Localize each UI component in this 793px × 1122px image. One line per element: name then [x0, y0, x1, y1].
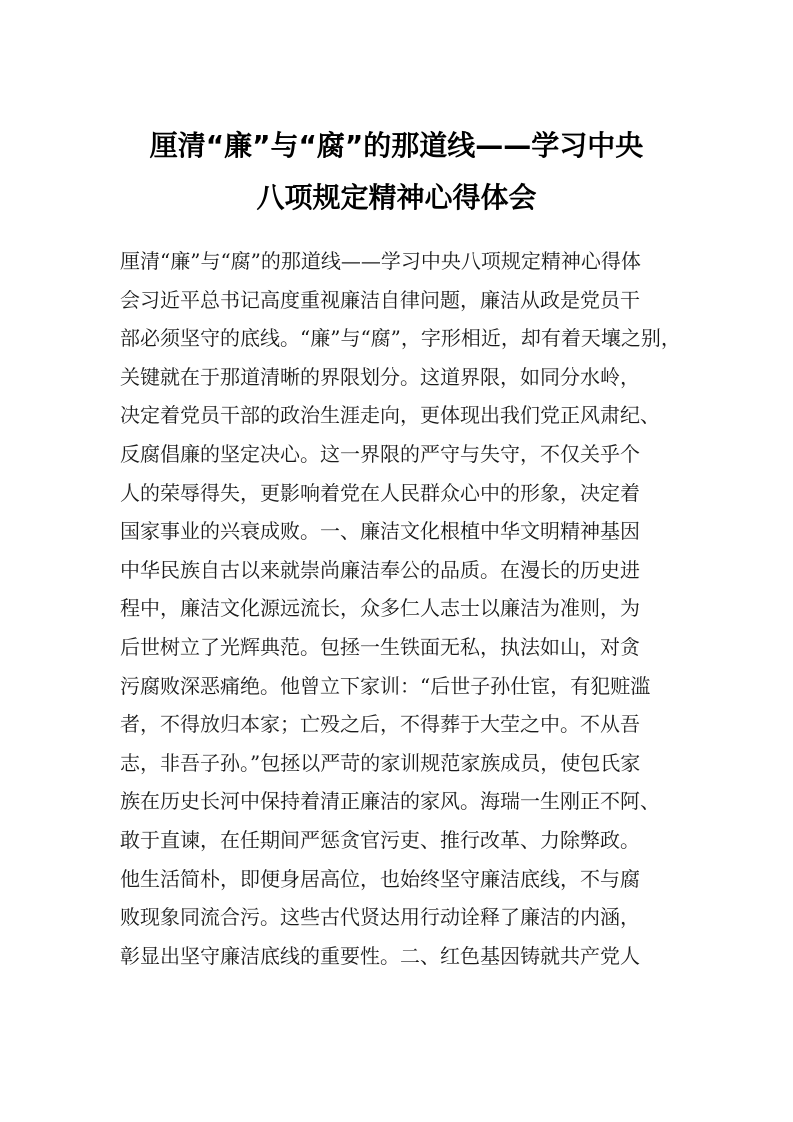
body-line: 志，非吾子孙。”包拯以严苛的家训规范家族成员，使包氏家 [120, 750, 641, 775]
body-line: 后世树立了光辉典范。包拯一生铁面无私，执法如山，对贪 [120, 634, 640, 659]
body-line: 国家事业的兴衰成败。一、廉洁文化根植中华文明精神基因 [120, 519, 640, 544]
body-line: 关键就在于那道清晰的界限划分。这道界限，如同分水岭， [120, 364, 640, 389]
document-body [120, 242, 680, 975]
body-line: 彰显出坚守廉洁底线的重要性。二、红色基因铸就共产党人 [120, 943, 640, 968]
body-line: 败现象同流合污。这些古代贤达用行动诠释了廉洁的内涵， [120, 905, 640, 930]
title-line: 厘清“廉”与“腐”的那道线——学习中央 [149, 129, 644, 162]
body-line: 族在历史长河中保持着清正廉洁的家风。海瑞一生刚正不阿、 [120, 789, 660, 814]
body-line: 污腐败深恶痛绝。他曾立下家训：“后世子孙仕宦，有犯赃滥 [120, 673, 651, 698]
body-line: 中华民族自古以来就崇尚廉洁奉公的品质。在漫长的历史进 [120, 557, 640, 582]
body-line: 会习近平总书记高度重视廉洁自律问题，廉洁从政是党员干 [120, 287, 640, 312]
body-line: 敢于直谏，在任期间严惩贪官污吏、推行改革、力除弊政。 [120, 827, 640, 852]
body-line: 厘清“廉”与“腐”的那道线——学习中央八项规定精神心得体 [120, 249, 641, 273]
body-line: 反腐倡廉的坚定决心。这一界限的严守与失守，不仅关乎个 [120, 441, 640, 466]
body-line: 程中，廉洁文化源远流长，众多仁人志士以廉洁为准则，为 [120, 596, 640, 621]
body-line: 人的荣辱得失，更影响着党在人民群众心中的形象，决定着 [120, 480, 640, 505]
body-line: 部必须坚守的底线。“廉”与“腐”，字形相近，却有着天壤之别， [120, 326, 681, 351]
body-line: 决定着党员干部的政治生涯走向，更体现出我们党正风肃纪、 [120, 403, 660, 428]
body-line: 他生活简朴，即便身居高位，也始终坚守廉洁底线，不与腐 [120, 866, 640, 891]
body-line: 者，不得放归本家；亡殁之后，不得葬于大茔之中。不从吾 [120, 712, 640, 737]
document-title [100, 120, 693, 224]
title-line: 八项规定精神心得体会 [256, 181, 537, 214]
